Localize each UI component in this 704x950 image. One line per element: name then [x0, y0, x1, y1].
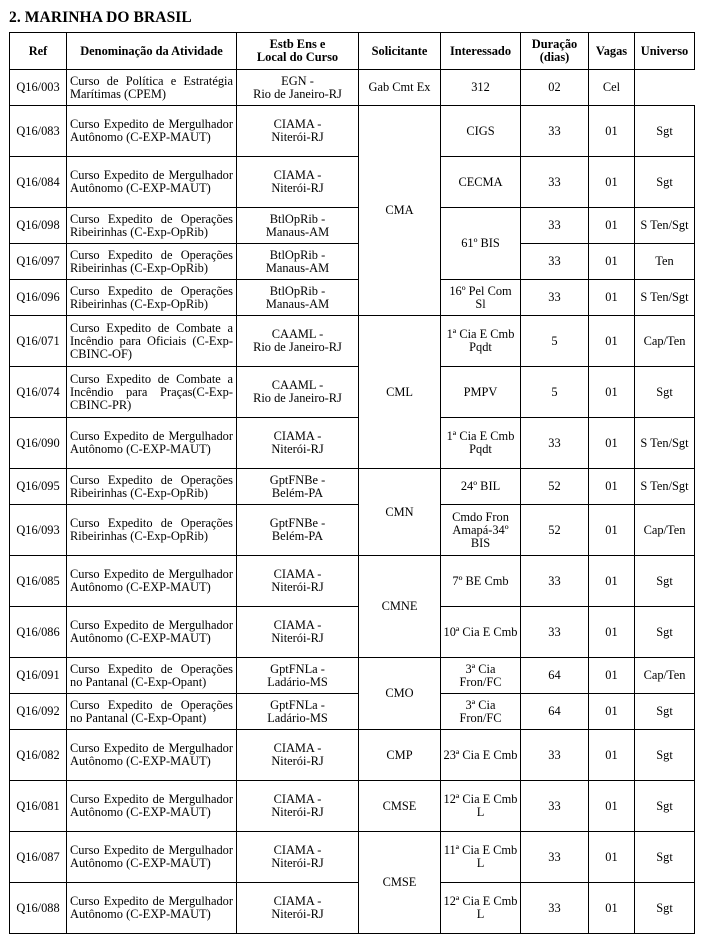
interessado-cell: Cmdo Fron Amapá-34º BIS [441, 505, 521, 556]
estb-cell-line2: Manaus-AM [265, 260, 330, 275]
estb-cell [237, 157, 359, 208]
vagas-cell: 01 [589, 208, 635, 244]
duracao-cell: 33 [521, 244, 589, 280]
estb-cell-line1: EGN - [281, 73, 314, 88]
activity-cell: Curso Expedito de Operações Ribeirinhas (C-Exp-OpRib) [67, 208, 237, 244]
activity-cell: Curso Expedito de Mergulhador Autônomo (C-EXP-MAUT) [67, 883, 237, 934]
header-estb-line2: Local do Curso [256, 50, 339, 64]
vagas-cell: 01 [589, 316, 635, 367]
table-row [10, 244, 695, 280]
solicitante-cell: CMSE [359, 832, 441, 934]
table-row [10, 316, 695, 367]
header-vagas: Vagas [589, 33, 635, 70]
universo-cell: Sgt [635, 694, 695, 730]
estb-cell-line2: Niterói-RJ [271, 181, 324, 195]
universo-cell: S Ten/Sgt [635, 208, 695, 244]
ref-cell: Q16/083 [10, 106, 67, 157]
estb-cell [237, 367, 359, 418]
activity-cell: Curso Expedito de Mergulhador Autônomo (C-EXP-MAUT) [67, 781, 237, 832]
table-row [10, 505, 695, 556]
solicitante-cell: CMA [359, 106, 441, 316]
interessado-cell: 16º Pel Com Sl [441, 280, 521, 316]
activity-cell: Curso Expedito de Mergulhador Autônomo (C-EXP-MAUT) [67, 418, 237, 469]
activity-cell: Curso Expedito de Mergulhador Autônomo (C-EXP-MAUT) [67, 157, 237, 208]
vagas-cell: 01 [589, 781, 635, 832]
activity-cell: Curso Expedito de Operações Ribeirinhas (C-Exp-OpRib) [67, 280, 237, 316]
universo-cell: Sgt [635, 556, 695, 607]
estb-cell [237, 883, 359, 934]
solicitante-cell: CML [359, 316, 441, 469]
header-duracao-line2: (dias) [539, 50, 570, 64]
universo-cell: Cap/Ten [635, 316, 695, 367]
interessado-cell: 1ª Cia E Cmb Pqdt [441, 418, 521, 469]
table-body [10, 70, 695, 934]
table-row [10, 730, 695, 781]
vagas-cell: 02 [521, 70, 589, 106]
universo-cell: S Ten/Sgt [635, 418, 695, 469]
table-row [10, 367, 695, 418]
duracao-cell: 5 [521, 367, 589, 418]
duracao-cell: 33 [521, 556, 589, 607]
activity-cell: Curso Expedito de Combate a Incêndio para Oficiais (C-Exp-CBINC-OF) [67, 316, 237, 367]
activity-cell: Curso Expedito de Combate a Incêndio para Praças(C-Exp-CBINC-PR) [67, 367, 237, 418]
header-duracao [521, 33, 589, 70]
header-estb-line1: Estb Ens e [269, 37, 326, 51]
header-denominacao: Denominação da Atividade [67, 33, 237, 70]
table-row [10, 280, 695, 316]
activity-cell: Curso Expedito de Operações no Pantanal (C-Exp-Opant) [67, 694, 237, 730]
interessado-cell: 11ª Cia E Cmb L [441, 832, 521, 883]
estb-cell-line2: Rio de Janeiro-RJ [253, 86, 342, 101]
estb-cell-line2: Niterói-RJ [271, 442, 324, 456]
estb-cell [237, 781, 359, 832]
table-row [10, 658, 695, 694]
universo-cell: Sgt [635, 157, 695, 208]
vagas-cell: 01 [589, 556, 635, 607]
estb-cell [237, 658, 359, 694]
estb-cell [237, 244, 359, 280]
estb-cell-line2: Niterói-RJ [271, 856, 324, 870]
estb-cell-line2: Manaus-AM [265, 224, 330, 239]
duracao-cell: 33 [521, 730, 589, 781]
universo-cell: Sgt [635, 883, 695, 934]
duracao-cell: 33 [521, 106, 589, 157]
estb-cell [237, 607, 359, 658]
vagas-cell: 01 [589, 106, 635, 157]
header-ref: Ref [10, 33, 67, 70]
table-row [10, 418, 695, 469]
estb-cell-line1: CIAMA - [273, 792, 322, 806]
estb-cell-line2: Rio de Janeiro-RJ [253, 391, 342, 405]
estb-cell-line1: CIAMA - [273, 168, 322, 182]
solicitante-cell: CMN [359, 469, 441, 556]
estb-cell-line1: CIAMA - [273, 741, 322, 755]
vagas-cell: 01 [589, 418, 635, 469]
interessado-cell: 1ª Cia E Cmb Pqdt [441, 316, 521, 367]
estb-cell-line2: Niterói-RJ [271, 754, 324, 768]
universo-cell: Cap/Ten [635, 658, 695, 694]
header-universo: Universo [635, 33, 695, 70]
activity-cell: Curso Expedito de Operações no Pantanal (C-Exp-Opant) [67, 658, 237, 694]
estb-cell-line2: Niterói-RJ [271, 580, 324, 594]
vagas-cell: 01 [589, 658, 635, 694]
vagas-cell: 01 [589, 469, 635, 505]
ref-cell: Q16/091 [10, 658, 67, 694]
estb-cell-line1: GptFNLa - [270, 661, 325, 676]
universo-cell: Sgt [635, 367, 695, 418]
estb-cell [237, 730, 359, 781]
ref-cell: Q16/093 [10, 505, 67, 556]
universo-cell: Cel [589, 70, 635, 106]
interessado-cell: 23ª Cia E Cmb [441, 730, 521, 781]
vagas-cell: 01 [589, 694, 635, 730]
activity-cell: Curso Expedito de Mergulhador Autônomo (C-EXP-MAUT) [67, 607, 237, 658]
ref-cell: Q16/074 [10, 367, 67, 418]
estb-cell-line1: GptFNBe - [269, 516, 326, 530]
ref-cell: Q16/003 [10, 70, 67, 106]
duracao-cell: 33 [521, 157, 589, 208]
interessado-cell: 3ª Cia Fron/FC [441, 694, 521, 730]
duracao-cell: 52 [521, 505, 589, 556]
estb-cell [237, 316, 359, 367]
universo-cell: Sgt [635, 607, 695, 658]
table-row [10, 556, 695, 607]
activity-cell: Curso Expedito de Operações Ribeirinhas (C-Exp-OpRib) [67, 505, 237, 556]
estb-cell-line1: BtlOpRib - [269, 211, 326, 226]
table-row [10, 157, 695, 208]
ref-cell: Q16/071 [10, 316, 67, 367]
interessado-cell: 61º BIS [441, 208, 521, 280]
universo-cell: S Ten/Sgt [635, 280, 695, 316]
solicitante-cell: CMNE [359, 556, 441, 658]
duracao-cell: 5 [521, 316, 589, 367]
ref-cell: Q16/096 [10, 280, 67, 316]
ref-cell: Q16/092 [10, 694, 67, 730]
header-duracao-line1: Duração [531, 37, 578, 51]
estb-cell-line2: Niterói-RJ [271, 130, 324, 144]
duracao-cell: 33 [521, 418, 589, 469]
estb-cell-line2: Rio de Janeiro-RJ [253, 340, 342, 354]
estb-cell-line2: Belém-PA [271, 485, 324, 500]
interessado-cell: 12ª Cia E Cmb L [441, 781, 521, 832]
universo-cell: Sgt [635, 106, 695, 157]
table-row [10, 781, 695, 832]
universo-cell: Sgt [635, 781, 695, 832]
duracao-cell: 33 [521, 280, 589, 316]
estb-cell [237, 505, 359, 556]
vagas-cell: 01 [589, 832, 635, 883]
estb-cell-line1: CIAMA - [273, 843, 322, 857]
universo-cell: Sgt [635, 730, 695, 781]
vagas-cell: 01 [589, 367, 635, 418]
interessado-cell: 10ª Cia E Cmb [441, 607, 521, 658]
ref-cell: Q16/097 [10, 244, 67, 280]
duracao-cell: 52 [521, 469, 589, 505]
ref-cell: Q16/084 [10, 157, 67, 208]
estb-cell-line2: Ladário-MS [267, 710, 328, 725]
estb-cell [237, 832, 359, 883]
table-row [10, 469, 695, 505]
estb-cell [237, 556, 359, 607]
estb-cell-line2: Ladário-MS [267, 674, 328, 689]
activity-cell: Curso Expedito de Mergulhador Autônomo (C-EXP-MAUT) [67, 832, 237, 883]
table-row [10, 694, 695, 730]
ref-cell: Q16/081 [10, 781, 67, 832]
duracao-cell: 312 [441, 70, 521, 106]
ref-cell: Q16/082 [10, 730, 67, 781]
interessado-cell: Gab Cmt Ex [359, 70, 441, 106]
header-solicitante: Solicitante [359, 33, 441, 70]
estb-cell-line1: BtlOpRib - [269, 247, 326, 262]
estb-cell-line2: Belém-PA [271, 529, 324, 543]
activity-cell: Curso de Política e Estratégia Marítimas (CPEM) [67, 70, 237, 106]
table-row [10, 883, 695, 934]
document-page [9, 8, 694, 934]
estb-cell-line1: CAAML - [271, 327, 324, 341]
courses-table [9, 32, 695, 934]
vagas-cell: 01 [589, 607, 635, 658]
universo-cell: Cap/Ten [635, 505, 695, 556]
vagas-cell: 01 [589, 244, 635, 280]
duracao-cell: 33 [521, 832, 589, 883]
estb-cell-line1: CAAML - [271, 378, 324, 392]
estb-cell-line1: CIAMA - [273, 618, 322, 632]
estb-cell-line1: CIAMA - [273, 567, 322, 581]
solicitante-cell: CMP [359, 730, 441, 781]
interessado-cell: PMPV [441, 367, 521, 418]
ref-cell: Q16/085 [10, 556, 67, 607]
ref-cell: Q16/098 [10, 208, 67, 244]
interessado-cell: 12ª Cia E Cmb L [441, 883, 521, 934]
duracao-cell: 64 [521, 658, 589, 694]
ref-cell: Q16/090 [10, 418, 67, 469]
estb-cell [237, 208, 359, 244]
header-row [10, 33, 695, 70]
table-row [10, 832, 695, 883]
duracao-cell: 33 [521, 208, 589, 244]
table-row [10, 208, 695, 244]
universo-cell: Ten [635, 244, 695, 280]
estb-cell-line1: GptFNLa - [270, 697, 325, 712]
estb-cell-line1: CIAMA - [273, 429, 322, 443]
vagas-cell: 01 [589, 280, 635, 316]
header-interessado: Interessado [441, 33, 521, 70]
vagas-cell: 01 [589, 883, 635, 934]
estb-cell-line2: Niterói-RJ [271, 907, 324, 921]
estb-cell [237, 280, 359, 316]
solicitante-cell: CMO [359, 658, 441, 730]
interessado-cell: CIGS [441, 106, 521, 157]
estb-cell [237, 106, 359, 157]
universo-cell: Sgt [635, 832, 695, 883]
ref-cell: Q16/086 [10, 607, 67, 658]
activity-cell: Curso Expedito de Operações Ribeirinhas (C-Exp-OpRib) [67, 244, 237, 280]
activity-cell: Curso Expedito de Mergulhador Autônomo (C-EXP-MAUT) [67, 730, 237, 781]
duracao-cell: 33 [521, 883, 589, 934]
estb-cell [237, 469, 359, 505]
activity-cell: Curso Expedito de Mergulhador Autônomo (C-EXP-MAUT) [67, 106, 237, 157]
ref-cell: Q16/087 [10, 832, 67, 883]
estb-cell-line2: Manaus-AM [265, 296, 330, 311]
ref-cell: Q16/088 [10, 883, 67, 934]
estb-cell [237, 418, 359, 469]
ref-cell: Q16/095 [10, 469, 67, 505]
duracao-cell: 64 [521, 694, 589, 730]
activity-cell: Curso Expedito de Operações Ribeirinhas (C-Exp-OpRib) [67, 469, 237, 505]
section-title: 2. MARINHA DO BRASIL [9, 9, 192, 26]
duracao-cell: 33 [521, 607, 589, 658]
duracao-cell: 33 [521, 781, 589, 832]
universo-cell: S Ten/Sgt [635, 469, 695, 505]
estb-cell-line2: Niterói-RJ [271, 805, 324, 819]
estb-cell-line1: CIAMA - [273, 894, 322, 908]
vagas-cell: 01 [589, 505, 635, 556]
estb-cell-line1: GptFNBe - [269, 472, 326, 487]
vagas-cell: 01 [589, 157, 635, 208]
estb-cell-line1: CIAMA - [273, 117, 322, 131]
estb-cell-line2: Niterói-RJ [271, 631, 324, 645]
table-row [10, 70, 695, 106]
table-row [10, 607, 695, 658]
vagas-cell: 01 [589, 730, 635, 781]
interessado-cell: 3ª Cia Fron/FC [441, 658, 521, 694]
table-row [10, 106, 695, 157]
solicitante-cell: CMSE [359, 781, 441, 832]
interessado-cell: 24º BIL [441, 469, 521, 505]
interessado-cell: 7º BE Cmb [441, 556, 521, 607]
estb-cell [237, 694, 359, 730]
estb-cell-line1: BtlOpRib - [269, 283, 326, 298]
header-estb [237, 33, 359, 70]
estb-cell [237, 70, 359, 106]
activity-cell: Curso Expedito de Mergulhador Autônomo (C-EXP-MAUT) [67, 556, 237, 607]
interessado-cell: CECMA [441, 157, 521, 208]
